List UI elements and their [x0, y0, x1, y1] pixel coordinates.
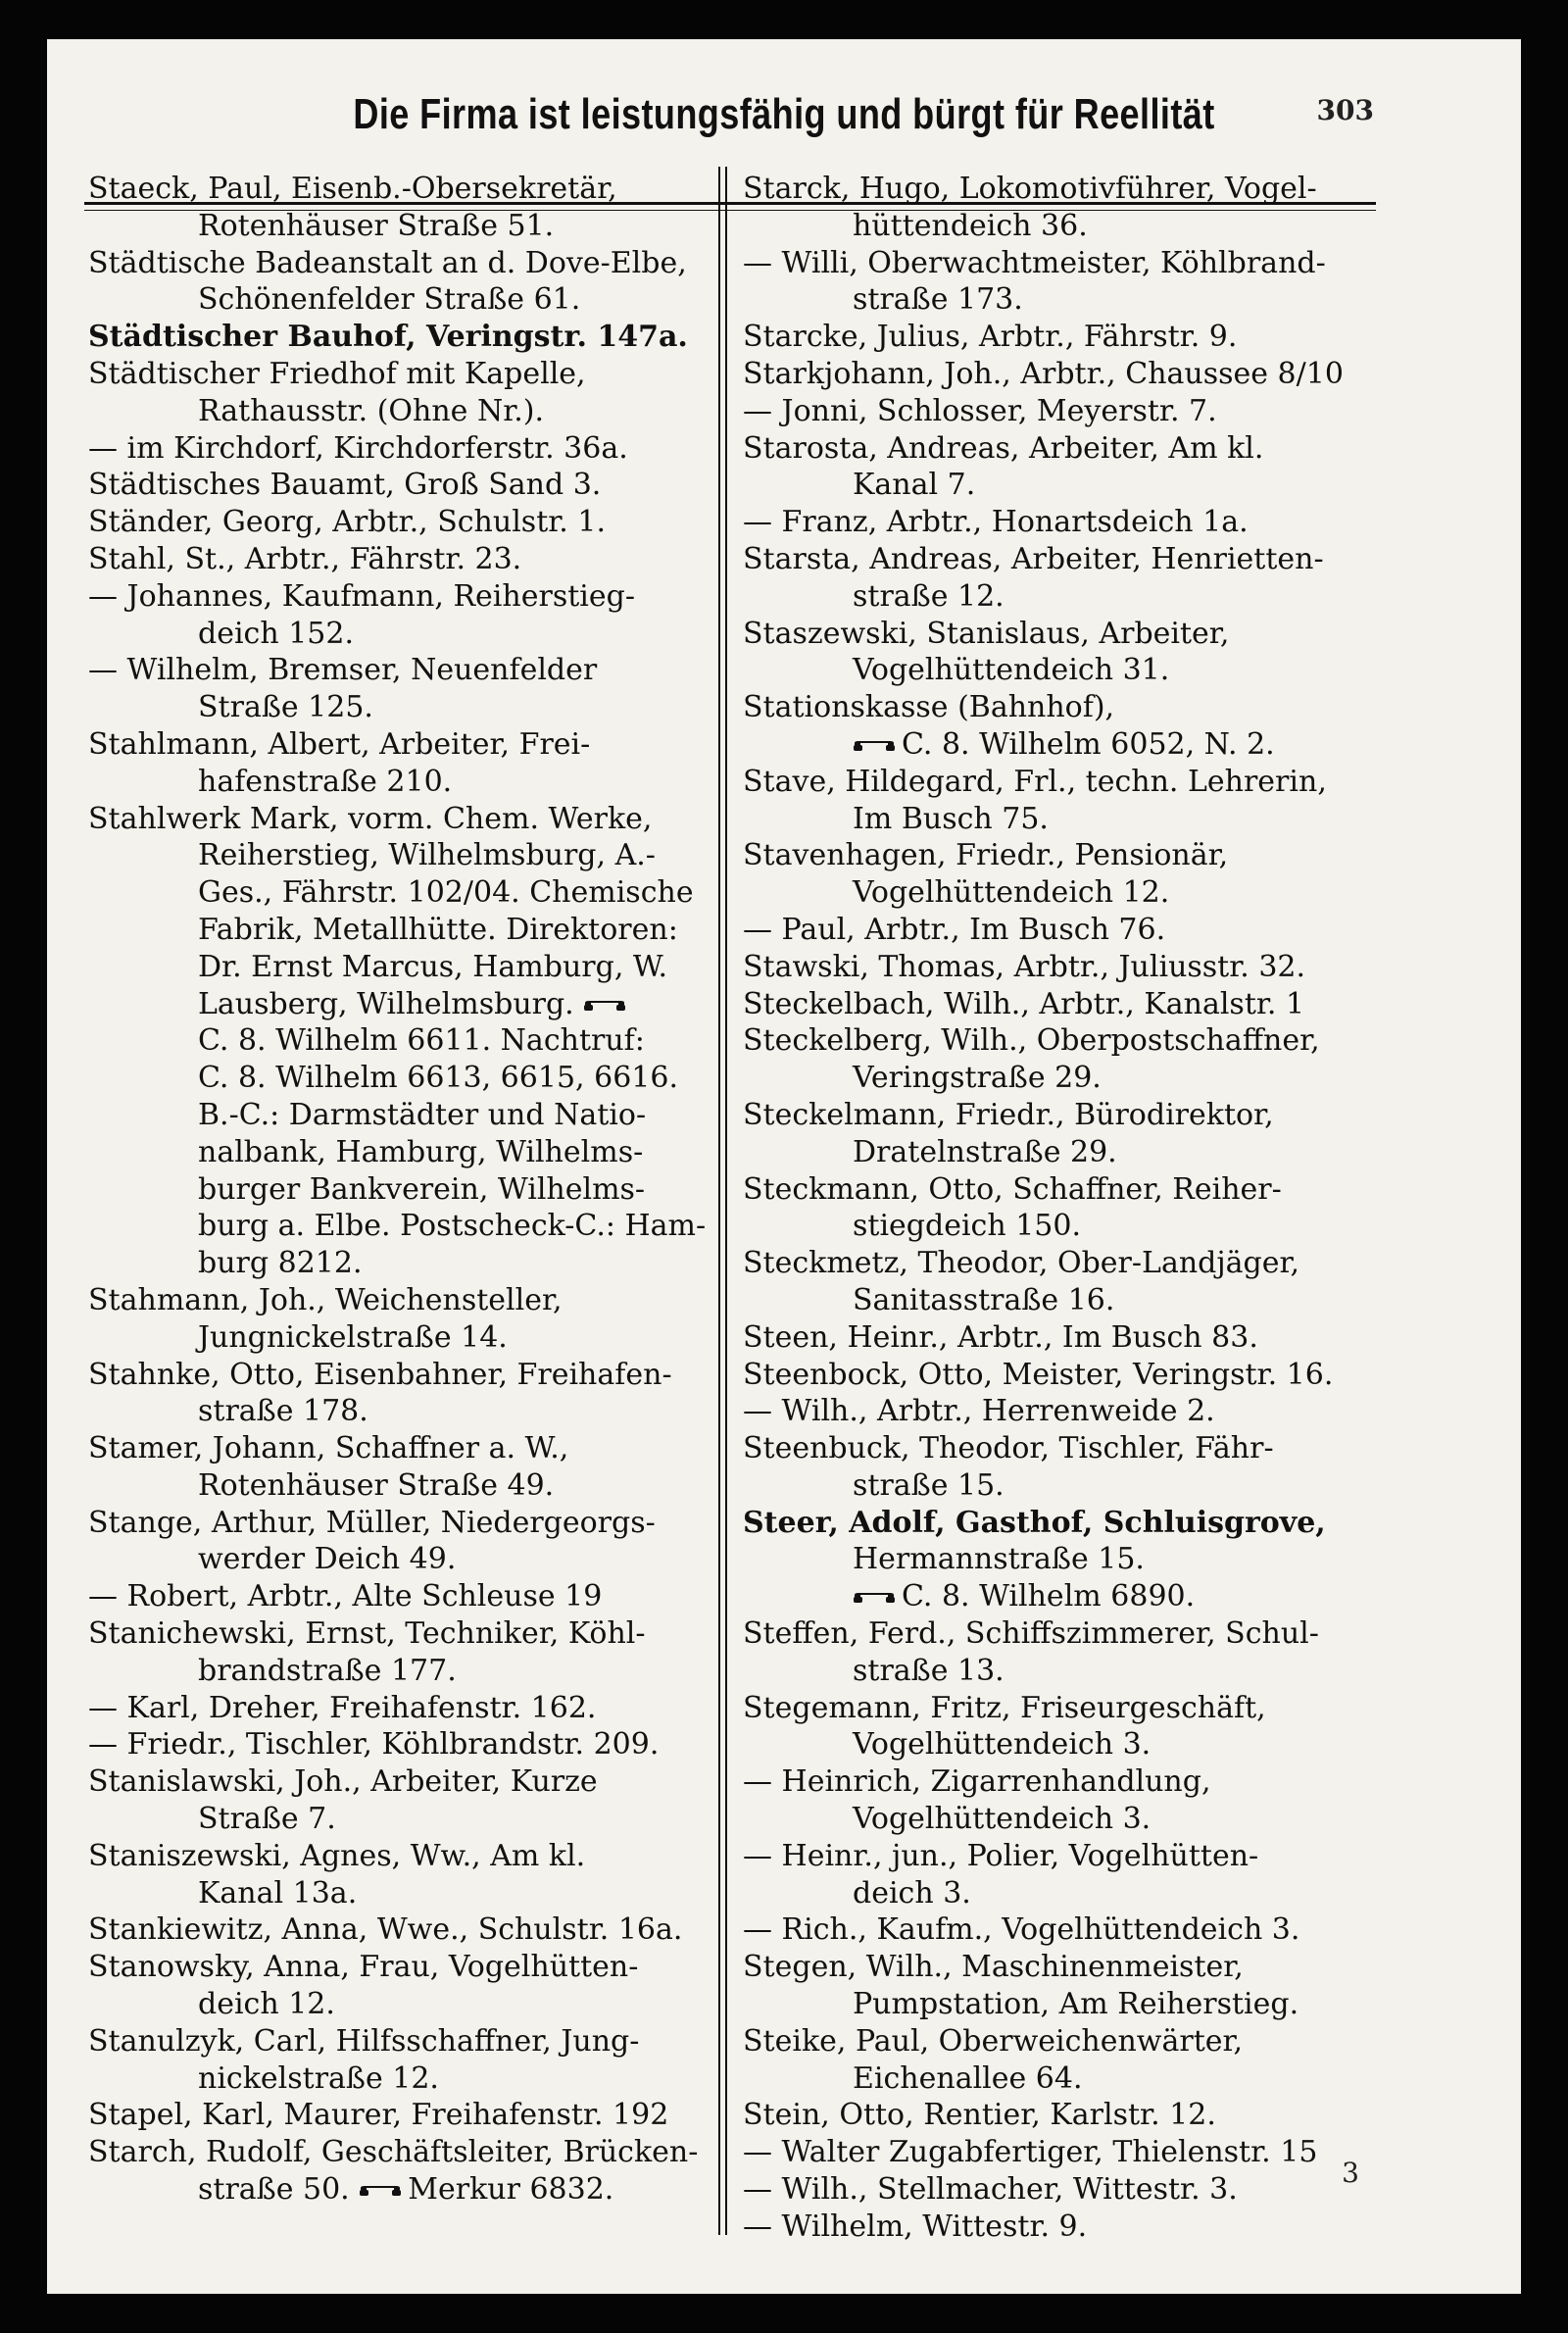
directory-entry-line — [743, 764, 1370, 801]
entry-text: Steckmann, Otto, Schaffner, Reiher- — [743, 1171, 1282, 1207]
directory-entry-line — [88, 541, 706, 578]
entry-text: Stawski, Thomas, Arbtr., Juliusstr. 32. — [743, 949, 1306, 984]
entry-text: Vogelhüttendeich 12. — [853, 875, 1170, 911]
directory-entry-line — [88, 1763, 706, 1801]
directory-entry-line — [743, 356, 1370, 393]
directory-entry-line — [743, 1875, 1370, 1912]
right-column — [743, 171, 1370, 2246]
directory-entry-line — [88, 1171, 706, 1209]
entry-text: C. 8. Wilhelm 6613, 6615, 6616. — [198, 1061, 678, 1096]
directory-entry-line — [743, 1763, 1370, 1801]
entry-text: Rathausstr. (Ohne Nr.). — [198, 393, 545, 428]
directory-entry-line — [88, 726, 706, 764]
telephone-receiver-icon — [583, 1000, 626, 1012]
directory-entry-line — [743, 1986, 1370, 2023]
directory-entry-line — [743, 1505, 1370, 1542]
directory-entry-line — [743, 245, 1370, 282]
directory-entry-line — [743, 1245, 1370, 1282]
entry-text: Stahlwerk Mark, vorm. Chem. Werke, — [88, 801, 653, 836]
directory-entry-line — [743, 801, 1370, 838]
directory-entry-line — [743, 1578, 1370, 1615]
directory-entry-line — [88, 652, 706, 689]
page-number: 303 — [1316, 94, 1374, 126]
entry-text: Vogelhüttendeich 31. — [853, 653, 1170, 688]
entry-text: deich 152. — [198, 616, 355, 651]
directory-entry-line — [88, 1097, 706, 1134]
directory-entry-line — [88, 1430, 706, 1467]
directory-entry-line — [743, 652, 1370, 689]
entry-text: Steckmetz, Theodor, Ober-Landjäger, — [743, 1246, 1300, 1281]
directory-entry-line — [88, 2134, 706, 2171]
entry-text: Jungnickelstraße 14. — [198, 1319, 508, 1355]
directory-entry-line — [88, 2060, 706, 2098]
entry-text: Straße 7. — [198, 1802, 336, 1837]
directory-entry-line — [88, 208, 706, 245]
directory-entry-line — [743, 1208, 1370, 1245]
entry-text: — Friedr., Tischler, Köhlbrandstr. 209. — [88, 1727, 660, 1762]
entry-text: deich 3. — [853, 1875, 971, 1911]
directory-entry-line — [743, 1097, 1370, 1134]
entry-text: Steckelbach, Wilh., Arbtr., Kanalstr. 1 — [743, 986, 1305, 1021]
entry-text: brandstraße 177. — [198, 1653, 457, 1688]
entry-text: Straße 125. — [198, 690, 373, 725]
directory-entry-line — [743, 1282, 1370, 1319]
entry-text: Kanal 7. — [853, 468, 976, 503]
directory-entry-line — [743, 1911, 1370, 1949]
directory-entry-line — [88, 912, 706, 949]
directory-entry-line — [743, 689, 1370, 726]
entry-text: Starsta, Andreas, Arbeiter, Henrietten- — [743, 541, 1324, 576]
entry-text: — Wilh., Arbtr., Herrenweide 2. — [743, 1394, 1215, 1429]
entry-text: Vogelhüttendeich 3. — [853, 1802, 1152, 1837]
entry-text: — Karl, Dreher, Freihafenstr. 162. — [88, 1690, 597, 1725]
entry-text: — Jonni, Schlosser, Meyerstr. 7. — [743, 393, 1217, 428]
entry-text: Staszewski, Stanislaus, Arbeiter, — [743, 616, 1230, 651]
entry-text: Stavenhagen, Friedr., Pensionär, — [743, 838, 1229, 873]
entry-text: Steffen, Ferd., Schiffszimmerer, Schul- — [743, 1616, 1319, 1652]
entry-text: werder Deich 49. — [198, 1542, 457, 1577]
entry-text: nickelstraße 12. — [198, 2060, 439, 2096]
entry-text: — Rich., Kaufm., Vogelhüttendeich 3. — [743, 1912, 1300, 1948]
entry-text: C. 8. Wilhelm 6611. Nachtruf: — [198, 1023, 645, 1059]
entry-text: stiegdeich 150. — [853, 1209, 1082, 1244]
entry-text: C. 8. Wilhelm 6052, N. 2. — [902, 726, 1275, 762]
directory-entry-line — [88, 1838, 706, 1875]
directory-page — [47, 39, 1521, 2294]
running-head: Die Firma ist leistungsfähig und bürgt für Reellität — [353, 90, 1215, 138]
entry-text: burger Bankverein, Wilhelms- — [198, 1171, 646, 1207]
directory-entry-line — [88, 2023, 706, 2060]
entry-text: Städtischer Friedhof mit Kapelle, — [88, 356, 586, 391]
entry-text: Hermannstraße 15. — [853, 1542, 1145, 1577]
entry-text: Städtische Badeanstalt an d. Dove-Elbe, — [88, 245, 687, 280]
directory-entry-line — [88, 1653, 706, 1690]
directory-entry-line — [743, 1801, 1370, 1838]
directory-entry-line — [743, 986, 1370, 1023]
directory-entry-line — [743, 1541, 1370, 1578]
entry-text: burg a. Elbe. Postscheck-C.: Ham- — [198, 1209, 706, 1244]
entry-text: Stahl, St., Arbtr., Fährstr. 23. — [88, 541, 522, 576]
directory-entry-line — [88, 949, 706, 986]
directory-entry-line — [88, 1875, 706, 1912]
entry-text: Steckelberg, Wilh., Oberpostschaffner, — [743, 1023, 1320, 1059]
directory-entry-line — [88, 430, 706, 468]
entry-text: Staeck, Paul, Eisenb.-Obersekretär, — [88, 172, 617, 206]
column-divider — [718, 167, 727, 2235]
entry-text: straße 178. — [198, 1394, 368, 1429]
entry-text: Kanal 13a. — [198, 1875, 358, 1911]
directory-entry-line — [88, 1208, 706, 1245]
directory-entry-line — [743, 726, 1370, 764]
entry-text: burg 8212. — [198, 1246, 363, 1281]
directory-entry-line — [88, 1505, 706, 1542]
directory-entry-line — [743, 2209, 1370, 2246]
entry-text: Reiherstieg, Wilhelmsburg, A.- — [198, 838, 656, 873]
directory-entry-line — [88, 1245, 706, 1282]
directory-entry-line — [743, 1430, 1370, 1467]
entry-text: — Willi, Oberwachtmeister, Köhlbrand- — [743, 245, 1326, 280]
entry-text: Stave, Hildegard, Frl., techn. Lehrerin, — [743, 764, 1327, 799]
entry-text: Schönenfelder Straße 61. — [198, 282, 581, 318]
entry-text: Stahmann, Joh., Weichensteller, — [88, 1282, 563, 1317]
directory-entry-line — [88, 578, 706, 616]
entry-text: Stein, Otto, Rentier, Karlstr. 12. — [743, 2098, 1216, 2133]
entry-text: Steer, Adolf, Gasthof, Schluisgrove, — [743, 1505, 1326, 1540]
entry-text: Starkjohann, Joh., Arbtr., Chaussee 8/10 — [743, 356, 1344, 391]
entry-text: Steen, Heinr., Arbtr., Im Busch 83. — [743, 1319, 1258, 1355]
directory-entry-line — [88, 2097, 706, 2134]
directory-entry-line — [88, 1393, 706, 1430]
entry-text: Pumpstation, Am Reiherstieg. — [853, 1987, 1299, 2022]
directory-entry-line — [88, 1022, 706, 1060]
entry-text: Stegemann, Fritz, Friseurgeschäft, — [743, 1690, 1266, 1725]
directory-entry-line — [743, 1838, 1370, 1875]
telephone-receiver-icon — [853, 740, 896, 752]
directory-entry-line — [743, 874, 1370, 912]
directory-entry-line — [743, 1319, 1370, 1357]
entry-text: Starosta, Andreas, Arbeiter, Am kl. — [743, 430, 1264, 466]
directory-entry-line — [88, 393, 706, 430]
entry-text: nalbank, Hamburg, Wilhelms- — [198, 1134, 644, 1169]
directory-entry-line — [743, 1134, 1370, 1171]
entry-text: Stanowsky, Anna, Frau, Vogelhütten- — [88, 1950, 639, 1985]
entry-text: — Heinrich, Zigarrenhandlung, — [743, 1764, 1211, 1800]
entry-text: Städtischer Bauhof, Veringstr. 147a. — [88, 320, 688, 355]
entry-text: — Heinr., jun., Polier, Vogelhütten- — [743, 1838, 1259, 1873]
directory-entry-line — [88, 1467, 706, 1505]
directory-entry-line — [743, 2097, 1370, 2134]
entry-text: Im Busch 75. — [853, 801, 1049, 836]
directory-entry-line — [743, 281, 1370, 319]
entry-text: — Wilhelm, Bremser, Neuenfelder — [88, 653, 598, 688]
directory-entry-line — [88, 1282, 706, 1319]
directory-entry-line — [88, 245, 706, 282]
entry-text: deich 12. — [198, 1987, 335, 2022]
entry-text: Dratelnstraße 29. — [853, 1134, 1117, 1169]
entry-text: — Paul, Arbtr., Im Busch 76. — [743, 912, 1166, 947]
directory-entry-line — [88, 356, 706, 393]
directory-entry-line — [88, 171, 706, 208]
entry-text: Stankiewitz, Anna, Wwe., Schulstr. 16a. — [88, 1912, 683, 1948]
directory-entry-line — [88, 1357, 706, 1394]
entry-text: Stahlmann, Albert, Arbeiter, Frei- — [88, 726, 591, 762]
directory-entry-line — [743, 541, 1370, 578]
directory-entry-line — [743, 1171, 1370, 1209]
directory-entry-line — [743, 1467, 1370, 1505]
directory-entry-line — [743, 1726, 1370, 1763]
directory-entry-line — [743, 949, 1370, 986]
entry-text: — Robert, Arbtr., Alte Schleuse 19 — [88, 1579, 603, 1614]
entry-text: Lausberg, Wilhelmsburg. — [198, 986, 574, 1021]
entry-text: hüttendeich 36. — [853, 208, 1088, 243]
entry-text: Eichenallee 64. — [853, 2060, 1083, 2096]
entry-text: Steenbock, Otto, Meister, Veringstr. 16. — [743, 1357, 1334, 1392]
entry-text: Stanichewski, Ernst, Techniker, Köhl- — [88, 1616, 646, 1652]
entry-text: straße 173. — [853, 282, 1023, 318]
entry-text: — Franz, Arbtr., Honartsdeich 1a. — [743, 505, 1249, 540]
directory-entry-line — [743, 1653, 1370, 1690]
entry-text: Stegen, Wilh., Maschinenmeister, — [743, 1950, 1244, 1985]
entry-text: Stanislawski, Joh., Arbeiter, Kurze — [88, 1764, 598, 1800]
entry-text: Steike, Paul, Oberweichenwärter, — [743, 2023, 1244, 2059]
entry-text: straße 13. — [853, 1653, 1004, 1688]
entry-text: Sanitasstraße 16. — [853, 1282, 1115, 1317]
directory-entry-line — [743, 2134, 1370, 2171]
directory-entry-line — [743, 616, 1370, 653]
entry-text: C. 8. Wilhelm 6890. — [902, 1579, 1196, 1614]
directory-entry-line — [88, 319, 706, 356]
entry-text: Starcke, Julius, Arbtr., Fährstr. 9. — [743, 320, 1238, 355]
directory-entry-line — [743, 2060, 1370, 2098]
entry-text: Ständer, Georg, Arbtr., Schulstr. 1. — [88, 505, 606, 540]
entry-text: Stationskasse (Bahnhof), — [743, 690, 1115, 725]
directory-entry-line — [88, 281, 706, 319]
directory-entry-line — [743, 1060, 1370, 1097]
directory-entry-line — [743, 578, 1370, 616]
entry-text: — Johannes, Kaufmann, Reiherstieg- — [88, 578, 635, 614]
directory-entry-line — [88, 1615, 706, 1653]
entry-text: B.-C.: Darmstädter und Natio- — [198, 1097, 647, 1132]
entry-text: Stahnke, Otto, Eisenbahner, Freihafen- — [88, 1357, 672, 1392]
entry-phone-suffix: Merkur 6832. — [408, 2172, 614, 2208]
entry-text: Rotenhäuser Straße 51. — [198, 208, 555, 243]
entry-text: Veringstraße 29. — [853, 1061, 1102, 1096]
directory-entry-line — [88, 2171, 706, 2209]
directory-entry-line — [743, 2171, 1370, 2209]
entry-text: Steenbuck, Theodor, Tischler, Fähr- — [743, 1431, 1274, 1466]
entry-text: Steckelmann, Friedr., Bürodirektor, — [743, 1097, 1274, 1132]
directory-entry-line — [743, 2023, 1370, 2060]
directory-entry-line — [88, 1319, 706, 1357]
entry-text: Stamer, Johann, Schaffner a. W., — [88, 1431, 569, 1466]
directory-entry-line — [88, 801, 706, 838]
directory-entry-line — [743, 208, 1370, 245]
telephone-receiver-icon — [853, 1592, 896, 1604]
entry-text: straße 15. — [853, 1467, 1004, 1503]
entry-text: straße 12. — [853, 578, 1004, 614]
entry-text: hafenstraße 210. — [198, 764, 453, 799]
directory-entry-line — [88, 504, 706, 541]
directory-entry-line — [88, 467, 706, 504]
directory-entry-line — [743, 319, 1370, 356]
entry-text: straße 50. — [198, 2172, 350, 2208]
directory-entry-line — [743, 467, 1370, 504]
directory-entry-line — [88, 689, 706, 726]
directory-entry-line — [743, 393, 1370, 430]
directory-entry-line — [88, 1911, 706, 1949]
directory-entry-line — [88, 1690, 706, 1727]
directory-entry-line — [88, 1060, 706, 1097]
directory-entry-line — [88, 986, 706, 1023]
directory-entry-line — [743, 1690, 1370, 1727]
directory-entry-line — [88, 1801, 706, 1838]
stray-mark: 3 — [1342, 2157, 1359, 2189]
entry-text: Vogelhüttendeich 3. — [853, 1727, 1152, 1762]
entry-text: Ges., Fährstr. 102/04. Chemische — [198, 875, 694, 911]
entry-text: Städtisches Bauamt, Groß Sand 3. — [88, 468, 602, 503]
directory-entry-line — [88, 764, 706, 801]
left-column — [88, 171, 706, 2209]
directory-entry-line — [743, 504, 1370, 541]
entry-text: Fabrik, Metallhütte. Direktoren: — [198, 912, 678, 947]
entry-text: Stapel, Karl, Maurer, Freihafenstr. 192 — [88, 2098, 669, 2133]
directory-entry-line — [88, 1134, 706, 1171]
entry-text: Rotenhäuser Straße 49. — [198, 1467, 555, 1503]
directory-entry-line — [88, 1949, 706, 1986]
directory-entry-line — [88, 616, 706, 653]
telephone-receiver-icon — [359, 2185, 402, 2197]
entry-text: Stange, Arthur, Müller, Niedergeorgs- — [88, 1505, 656, 1540]
directory-entry-line — [88, 1986, 706, 2023]
directory-entry-line — [743, 912, 1370, 949]
directory-entry-line — [88, 1541, 706, 1578]
directory-entry-line — [743, 1022, 1370, 1060]
directory-entry-line — [743, 1393, 1370, 1430]
directory-entry-line — [88, 837, 706, 874]
directory-entry-line — [743, 430, 1370, 468]
directory-entry-line — [88, 1726, 706, 1763]
entry-text: Starch, Rudolf, Geschäftsleiter, Brücken- — [88, 2135, 699, 2170]
directory-entry-line — [88, 1578, 706, 1615]
directory-entry-line — [743, 1615, 1370, 1653]
entry-text: — Walter Zugabfertiger, Thielenstr. 15 — [743, 2135, 1318, 2170]
entry-text: Starck, Hugo, Lokomotivführer, Vogel- — [743, 172, 1317, 206]
entry-text: — Wilh., Stellmacher, Wittestr. 3. — [743, 2172, 1238, 2208]
entry-text: — im Kirchdorf, Kirchdorferstr. 36a. — [88, 430, 628, 466]
entry-text: — Wilhelm, Wittestr. 9. — [743, 2209, 1088, 2244]
directory-entry-line — [743, 837, 1370, 874]
entry-text: Stanulzyk, Carl, Hilfsschaffner, Jung- — [88, 2023, 640, 2059]
directory-entry-line — [743, 1357, 1370, 1394]
directory-entry-line — [743, 171, 1370, 208]
entry-text: Dr. Ernst Marcus, Hamburg, W. — [198, 949, 668, 984]
directory-entry-line — [743, 1949, 1370, 1986]
entry-text: Staniszewski, Agnes, Ww., Am kl. — [88, 1838, 586, 1873]
directory-entry-line — [88, 874, 706, 912]
